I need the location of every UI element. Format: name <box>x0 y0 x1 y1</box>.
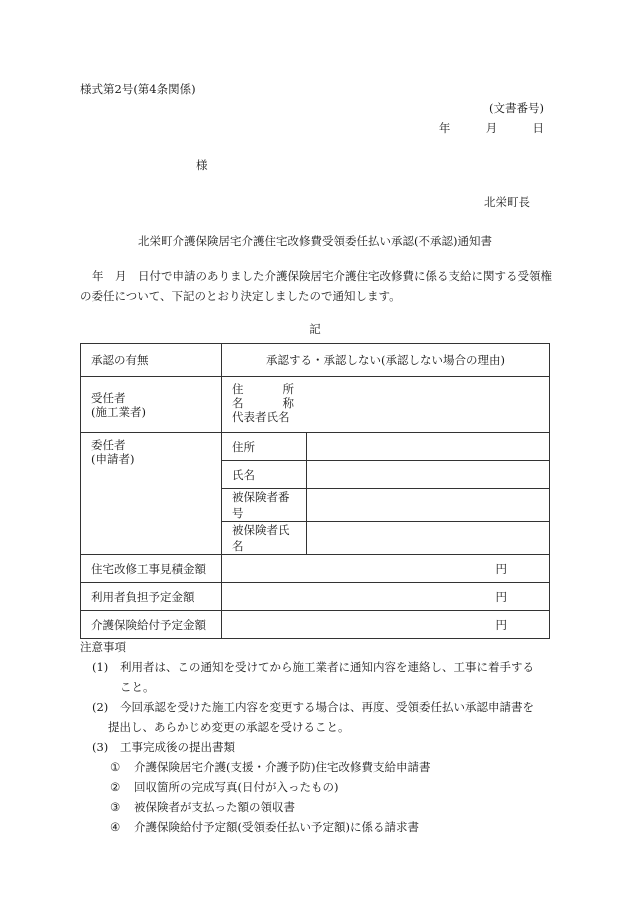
user-share-unit: 円 <box>222 583 550 611</box>
contractor-row <box>81 377 550 433</box>
benefit-amount-label: 介護保険給付予定金額 <box>81 611 222 639</box>
applicant-label <box>81 433 222 555</box>
approval-row <box>81 344 550 377</box>
estimate-amount-label: 住宅改修工事見積金額 <box>81 555 222 583</box>
date-day: 日 <box>532 121 544 135</box>
note-item-3: (3) 工事完成後の提出書類 <box>92 740 235 754</box>
note-item-1: (1) 利用者は、この通知を受けてから施工業者に通知内容を連絡し、工事に着手する <box>92 660 534 674</box>
amount-row <box>81 583 550 611</box>
ki-mark: 記 <box>309 322 321 336</box>
insured-name-value[interactable] <box>307 522 550 555</box>
body-text: 年 月 日付で申請のありました介護保険居宅介護住宅改修費に係る支給に関する受領権の委任について、下記のとおり決定しましたので通知します。 <box>80 269 552 303</box>
notes-section <box>80 637 534 837</box>
contractor-fields <box>222 377 550 433</box>
date-line <box>439 120 544 136</box>
insured-name-label: 被保険者氏名 <box>222 522 307 555</box>
insured-number-value[interactable] <box>307 489 550 522</box>
notes-heading: 注意事項 <box>80 640 126 654</box>
document-number: (文書番号) <box>489 101 544 115</box>
applicant-address-label: 住所 <box>222 433 307 461</box>
benefit-amount-unit: 円 <box>222 611 550 639</box>
note-item-2: (2) 今回承認を受けた施工内容を変更する場合は、再度、受領委任払い承認申請書を <box>92 700 534 714</box>
user-share-label: 利用者負担予定金額 <box>81 583 222 611</box>
applicant-address-value[interactable] <box>307 433 550 461</box>
amount-row <box>81 611 550 639</box>
approval-label: 承認の有無 <box>81 344 222 377</box>
approval-value: 承認する・承認しない(承認しない場合の理由) <box>222 344 550 377</box>
approval-table <box>80 343 550 639</box>
note-item-1-cont: こと。 <box>120 680 155 694</box>
note-subitem: ③ 被保険者が支払った額の領収書 <box>110 800 295 814</box>
document-title: 北栄町介護保険居宅介護住宅改修費受領委任払い承認(不承認)通知書 <box>138 234 492 248</box>
applicant-row <box>81 433 550 461</box>
issuer: 北栄町長 <box>484 195 530 209</box>
contractor-label-line2: (施工業者) <box>91 404 146 419</box>
applicant-name-label: 氏名 <box>222 461 307 489</box>
amount-row <box>81 555 550 583</box>
contractor-representative-label: 代表者氏名 <box>232 410 290 424</box>
date-month: 月 <box>485 121 498 135</box>
contractor-label-line1: 受任者 <box>91 390 126 405</box>
note-item-2-cont: 提出し、あらかじめ変更の承認を受けること。 <box>108 720 350 734</box>
form-number: 様式第2号(第4条関係) <box>80 82 196 96</box>
applicant-label-line1: 委任者 <box>91 438 126 452</box>
contractor-label <box>81 377 222 433</box>
estimate-amount-unit: 円 <box>222 555 550 583</box>
contractor-name-label: 名 称 <box>232 396 294 410</box>
date-year: 年 <box>438 121 451 135</box>
insured-number-label: 被保険者番号 <box>222 489 307 522</box>
contractor-address-label: 住 所 <box>232 382 294 396</box>
note-subitem: ① 介護保険居宅介護(支援・介護予防)住宅改修費支給申請書 <box>110 760 431 774</box>
note-subitem: ② 回収箇所の完成写真(日付が入ったもの) <box>110 780 339 794</box>
addressee-suffix: 様 <box>196 158 208 172</box>
applicant-label-line2: (申請者) <box>91 452 135 466</box>
note-subitem: ④ 介護保険給付予定額(受領委任払い予定額)に係る請求書 <box>110 820 419 834</box>
applicant-name-value[interactable] <box>307 461 550 489</box>
